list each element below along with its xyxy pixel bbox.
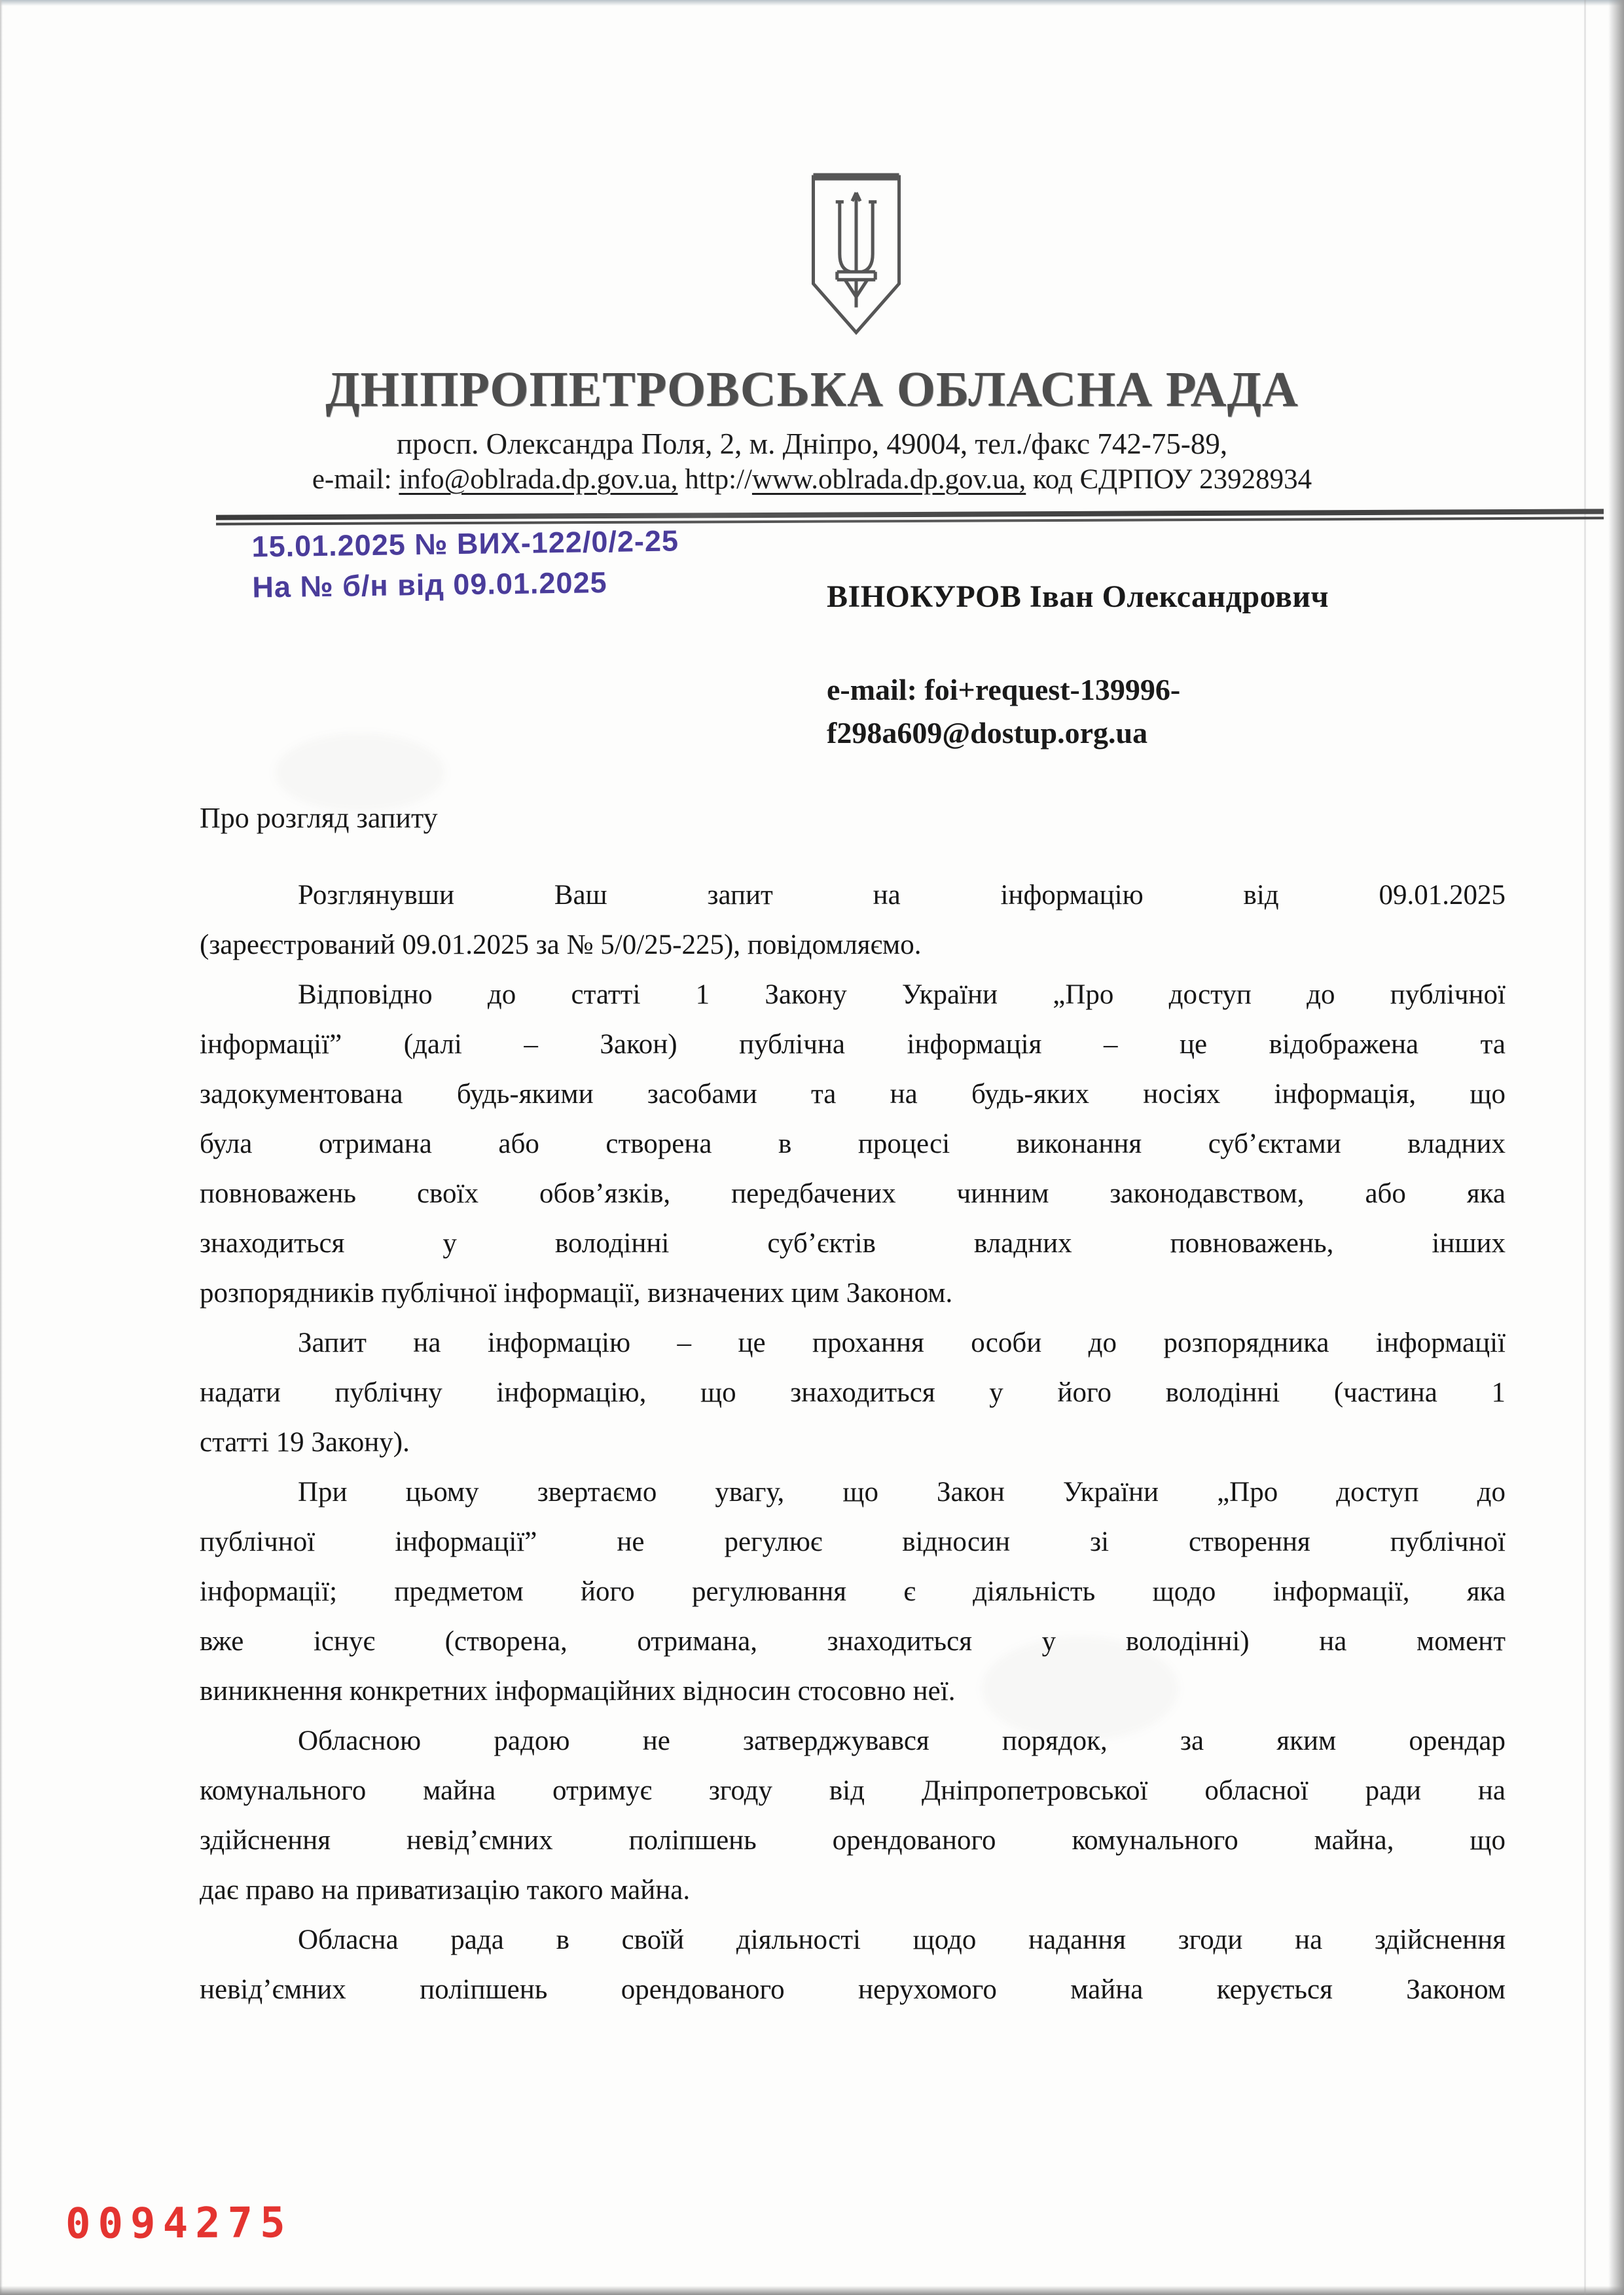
body-line: Розглянувши Ваш запит на інформацію від 09.01.2025 bbox=[298, 880, 1506, 911]
document-number-stamp: 0094275 bbox=[65, 2199, 293, 2249]
body-line: знаходиться у володінні суб’єктів владних повноважень, інших bbox=[200, 1228, 1506, 1259]
body-line: інформації” (далі – Закон) публічна інформація – це відображена та bbox=[200, 1029, 1506, 1060]
registration-stamp bbox=[251, 520, 679, 607]
letter-body bbox=[200, 871, 1506, 2015]
body-line: розпорядників публічної інформації, визначених цим Законом. bbox=[200, 1278, 953, 1309]
body-line: інформації; предметом його регулювання є діяльність щодо інформації, яка bbox=[200, 1576, 1506, 1607]
body-line: Відповідно до статті 1 Закону України „Про доступ до публічної bbox=[298, 979, 1506, 1010]
organization-email: info@oblrada.dp.gov.ua, bbox=[399, 464, 678, 495]
body-line: виникнення конкретних інформаційних відносин стосовно неї. bbox=[200, 1676, 956, 1707]
body-line: здійснення невід’ємних поліпшень орендованого комунального майна, що bbox=[200, 1825, 1506, 1856]
scan-fold-line bbox=[1584, 0, 1586, 2295]
recipient-email bbox=[827, 668, 1455, 755]
body-line: повноважень своїх обов’язків, передбачених чинним законодавством, або яка bbox=[200, 1178, 1506, 1209]
organization-contacts bbox=[0, 463, 1624, 496]
letterhead-separator-rule bbox=[216, 509, 1604, 525]
recipient-email-line2: f298a609@dostup.org.ua bbox=[827, 716, 1148, 750]
body-line: (зареєстрований 09.01.2025 за № 5/0/25-225), повідомляємо. bbox=[200, 930, 922, 960]
scan-edge-left bbox=[0, 0, 3, 2295]
scan-edge-top bbox=[0, 0, 1624, 6]
stamp-incoming-reference: На № б/н від 09.01.2025 bbox=[252, 565, 607, 604]
recipient-name: ВІНОКУРОВ Іван Олександрович bbox=[827, 579, 1329, 614]
letter-subject: Про розгляд запиту bbox=[200, 802, 438, 834]
organization-website: www.oblrada.dp.gov.ua, bbox=[751, 464, 1026, 495]
body-line: невід’ємних поліпшень орендованого нерухомого майна керується Законом bbox=[200, 1974, 1506, 2005]
body-line: дає право на приватизацію такого майна. bbox=[200, 1875, 691, 1906]
body-line: Обласною радою не затверджувався порядок, за яким орендар bbox=[298, 1726, 1506, 1756]
scan-edge-bottom bbox=[0, 2286, 1624, 2295]
recipient-email-line1: e-mail: foi+request-139996- bbox=[827, 673, 1181, 706]
body-line: вже існує (створена, отримана, знаходиться у володінні) на момент bbox=[200, 1626, 1506, 1657]
body-line: була отримана або створена в процесі виконання суб’єктами владних bbox=[200, 1129, 1506, 1159]
trident-icon bbox=[806, 172, 906, 336]
body-line: Запит на інформацію – це прохання особи до розпорядника інформації bbox=[298, 1328, 1506, 1358]
organization-name: ДНІПРОПЕТРОВСЬКА ОБЛАСНА РАДА bbox=[325, 362, 1299, 417]
body-line: задокументована будь-якими засобами та на будь-яких носіях інформація, що bbox=[200, 1079, 1506, 1110]
contact-prefix: e-mail: bbox=[312, 464, 399, 495]
contact-middle: http:// bbox=[677, 464, 752, 495]
recipient-block bbox=[827, 579, 1455, 755]
body-line: статті 19 Закону). bbox=[200, 1427, 410, 1458]
organization-address: просп. Олександра Поля, 2, м. Дніпро, 49004, тел./факс 742-75-89, bbox=[396, 427, 1228, 460]
contact-suffix: код ЄДРПОУ 23928934 bbox=[1026, 464, 1312, 495]
body-line: комунального майна отримує згоду від Дніпропетровської обласної ради на bbox=[200, 1775, 1506, 1806]
body-line: Обласна рада в своїй діяльності щодо надання згоди на здійснення bbox=[298, 1925, 1506, 1955]
ukraine-trident-emblem bbox=[806, 172, 906, 336]
scan-smudge bbox=[275, 733, 445, 812]
body-line: При цьому звертаємо увагу, що Закон України „Про доступ до bbox=[298, 1477, 1506, 1508]
stamp-outgoing-number: 15.01.2025 № ВИХ-122/0/2-25 bbox=[251, 524, 679, 564]
scan-edge-right bbox=[1608, 0, 1624, 2295]
body-line: публічної інформації” не регулює відносин зі створення публічної bbox=[200, 1527, 1506, 1557]
body-line: надати публічну інформацію, що знаходиться у його володінні (частина 1 bbox=[200, 1377, 1506, 1408]
